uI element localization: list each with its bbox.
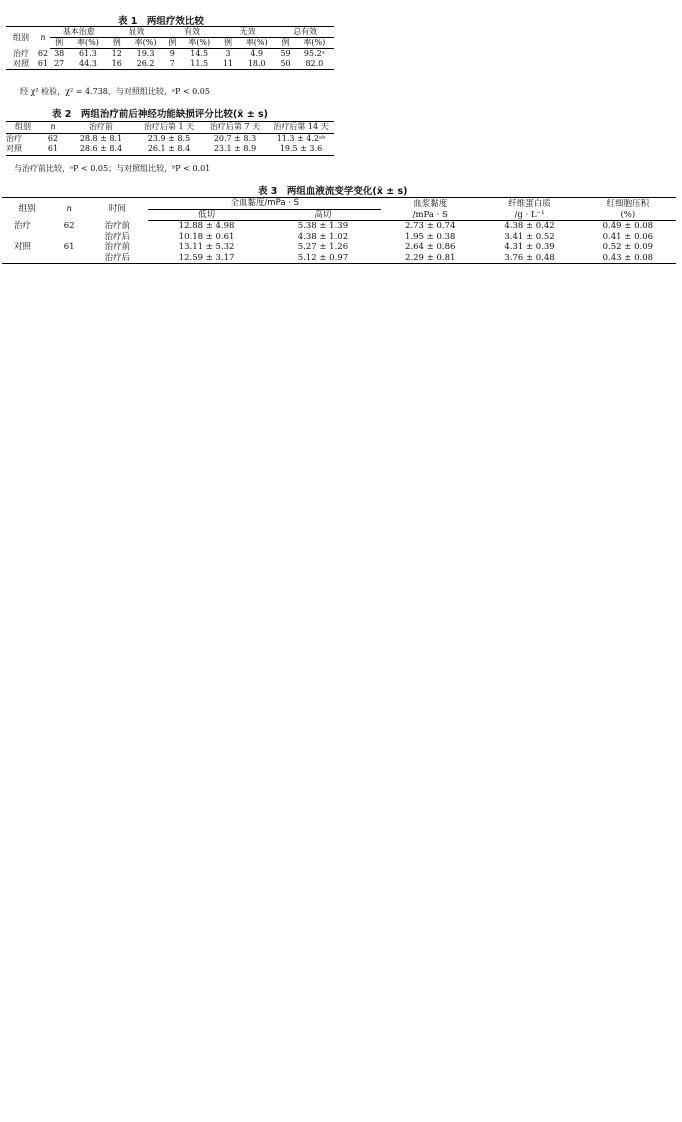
t3-cell-time: 治疗后 bbox=[104, 252, 131, 263]
t1-cell-n: 61 bbox=[37, 59, 49, 68]
t1-sub-rate: 率(%) bbox=[295, 38, 334, 49]
t1-cell: 11 bbox=[222, 59, 234, 68]
t3-cell: 2.29 ± 0.81 bbox=[405, 252, 456, 263]
t2-header-n: n bbox=[40, 122, 66, 134]
t3-header-fibrinogen-unit: /g · L⁻¹ bbox=[479, 209, 579, 221]
t1-header-basic: 基本治愈 bbox=[50, 27, 108, 38]
t1-cell: 18.0 bbox=[247, 59, 266, 68]
t3-cell: 12.59 ± 3.17 bbox=[178, 252, 235, 263]
t2-cell: 19.5 ± 3.6 bbox=[279, 144, 323, 154]
t3-cell-group: 治疗 bbox=[14, 221, 32, 231]
table1 bbox=[6, 26, 334, 70]
t1-header-effective: 有效 bbox=[165, 27, 219, 38]
t3-header-high-shear: 高切 bbox=[265, 209, 381, 221]
t1-sub-cases: 例 bbox=[165, 38, 179, 49]
t1-sub-rate: 率(%) bbox=[180, 38, 219, 49]
t3-cell: 10.18 ± 0.61 bbox=[178, 231, 235, 242]
table1-note: 经 χ² 检验，χ² = 4.738，与对照组比较，ᵃP < 0.05 bbox=[20, 87, 210, 96]
t3-header-hematocrit-unit: (%) bbox=[580, 209, 676, 221]
t3-cell-time: 治疗前 bbox=[104, 221, 131, 231]
table-row bbox=[2, 232, 676, 243]
t1-cell: 7 bbox=[169, 59, 175, 68]
t1-cell: 44.3 bbox=[79, 59, 97, 68]
t3-cell: 12.88 ± 4.98 bbox=[178, 221, 235, 232]
t1-cell-group: 对照 bbox=[13, 59, 29, 68]
t1-sub-rate: 率(%) bbox=[68, 38, 107, 49]
table2-caption: 表 2 两组治疗前后神经功能缺损评分比较(x̄ ± s) bbox=[52, 109, 268, 120]
t1-cell: 11.5 bbox=[190, 59, 209, 68]
t2-header-day14: 治疗后第 14 天 bbox=[268, 122, 334, 134]
t3-header-time: 时间 bbox=[108, 204, 126, 215]
table1-caption: 表 1 两组疗效比较 bbox=[118, 16, 204, 27]
t2-cell-n: 62 bbox=[47, 133, 59, 143]
t3-cell: 0.41 ± 0.06 bbox=[602, 231, 654, 242]
t1-header-total: 总有效 bbox=[276, 27, 334, 38]
t3-header-fibrinogen: 纤维蛋白质 bbox=[508, 198, 551, 209]
t2-cell-group: 对照 bbox=[6, 144, 22, 154]
t3-cell: 1.95 ± 0.38 bbox=[405, 231, 456, 242]
t2-header-day1: 治疗后第 1 天 bbox=[136, 122, 202, 134]
t3-cell-n bbox=[52, 232, 86, 243]
t3-cell: 2.64 ± 0.86 bbox=[405, 242, 456, 253]
t3-cell: 5.12 ± 0.97 bbox=[297, 252, 349, 263]
t3-header-whole-blood: 全血黏度/mPa · S bbox=[148, 198, 381, 210]
t3-header-n: n bbox=[66, 204, 72, 215]
t1-cell: 61.3 bbox=[79, 49, 97, 58]
t3-cell: 3.41 ± 0.52 bbox=[504, 231, 555, 242]
t2-cell: 23.1 ± 8.9 bbox=[213, 144, 257, 154]
t3-cell: 2.73 ± 0.74 bbox=[405, 221, 456, 232]
t3-cell-time: 治疗前 bbox=[104, 242, 131, 253]
t1-cell: 4.9 bbox=[250, 49, 264, 58]
t3-cell-group bbox=[2, 232, 52, 243]
t3-cell-group bbox=[2, 253, 52, 264]
t1-sub-cases: 例 bbox=[276, 38, 294, 49]
t1-sub-cases: 例 bbox=[108, 38, 126, 49]
t3-cell: 0.43 ± 0.08 bbox=[602, 252, 654, 263]
t1-header-marked: 显效 bbox=[108, 27, 166, 38]
t3-cell: 13.11 ± 5.32 bbox=[178, 242, 235, 253]
t1-header-n: n bbox=[40, 32, 46, 42]
t3-cell: 0.52 ± 0.09 bbox=[602, 242, 654, 253]
table-row bbox=[2, 221, 676, 232]
t1-cell: 38 bbox=[54, 49, 65, 58]
t1-cell: 95.2ᵃ bbox=[303, 49, 325, 58]
t1-cell: 50 bbox=[280, 59, 291, 68]
t3-cell: 4.38 ± 1.02 bbox=[297, 231, 349, 242]
table2-note: 与治疗前比较，ᵃP < 0.05；与对照组比较，ᵇP < 0.01 bbox=[14, 164, 211, 173]
t3-cell: 5.38 ± 1.39 bbox=[297, 221, 349, 232]
t2-cell: 11.3 ± 4.2ᵃᵇ bbox=[276, 133, 326, 143]
t3-header-group: 组别 bbox=[18, 204, 36, 215]
t1-cell: 19.3 bbox=[136, 49, 155, 58]
t2-cell-group: 治疗 bbox=[6, 133, 22, 143]
t1-cell: 3 bbox=[225, 49, 231, 58]
t2-header-before: 治疗前 bbox=[66, 122, 136, 134]
t2-cell: 20.7 ± 8.3 bbox=[213, 133, 257, 143]
t1-cell: 27 bbox=[54, 59, 65, 68]
t3-header-plasma-unit: /mPa · S bbox=[381, 209, 479, 221]
t3-cell-n: 61 bbox=[63, 242, 75, 253]
t1-cell-n: 62 bbox=[37, 48, 49, 58]
t1-sub-rate: 率(%) bbox=[237, 38, 276, 49]
t2-cell-n: 61 bbox=[47, 144, 59, 154]
t3-cell: 0.49 ± 0.08 bbox=[602, 221, 654, 232]
t3-cell: 4.31 ± 0.39 bbox=[504, 242, 555, 253]
table3-caption: 表 3 两组血液流变学变化(x̄ ± s) bbox=[258, 186, 408, 197]
t3-cell-n bbox=[52, 253, 86, 264]
t1-cell: 9 bbox=[169, 49, 175, 58]
t1-cell: 59 bbox=[280, 49, 291, 58]
t1-header-invalid: 无效 bbox=[219, 27, 277, 38]
t3-cell: 5.27 ± 1.26 bbox=[297, 242, 349, 253]
t3-header-plasma: 血浆黏度 bbox=[413, 198, 448, 209]
table-row bbox=[6, 144, 334, 155]
t2-header-group: 组别 bbox=[6, 122, 40, 134]
t2-cell: 23.9 ± 8.5 bbox=[147, 133, 191, 143]
t3-cell: 3.76 ± 0.48 bbox=[504, 252, 555, 263]
t3-cell: 4.38 ± 0.42 bbox=[504, 221, 555, 232]
t3-cell-n: 62 bbox=[63, 221, 75, 231]
t1-cell: 12 bbox=[111, 49, 122, 58]
t1-cell: 14.5 bbox=[190, 49, 209, 58]
t3-cell-time: 治疗后 bbox=[104, 231, 131, 242]
t2-header-day7: 治疗后第 7 天 bbox=[202, 122, 268, 134]
t1-cell: 26.2 bbox=[136, 59, 155, 68]
t3-header-low-shear: 低切 bbox=[148, 209, 264, 221]
t2-cell: 26.1 ± 8.4 bbox=[147, 144, 191, 154]
t2-cell: 28.6 ± 8.4 bbox=[79, 144, 123, 154]
t1-cell-group: 治疗 bbox=[13, 48, 29, 58]
table-row bbox=[6, 49, 334, 60]
t1-sub-rate: 率(%) bbox=[126, 38, 165, 49]
t3-header-hematocrit: 红细胞压积 bbox=[606, 198, 650, 209]
t1-header-group: 组别 bbox=[13, 32, 29, 42]
t1-sub-cases: 例 bbox=[50, 38, 68, 49]
t1-cell: 16 bbox=[111, 59, 122, 68]
t1-sub-cases: 例 bbox=[219, 38, 237, 49]
t2-cell: 28.8 ± 8.1 bbox=[79, 133, 123, 143]
table-row bbox=[6, 133, 334, 144]
table-row bbox=[2, 242, 676, 253]
t1-cell: 82.0 bbox=[305, 59, 324, 68]
table-row bbox=[2, 253, 676, 264]
table3 bbox=[2, 197, 676, 264]
table-row bbox=[6, 59, 334, 70]
table2 bbox=[6, 121, 334, 156]
t3-cell-group: 对照 bbox=[14, 242, 32, 253]
